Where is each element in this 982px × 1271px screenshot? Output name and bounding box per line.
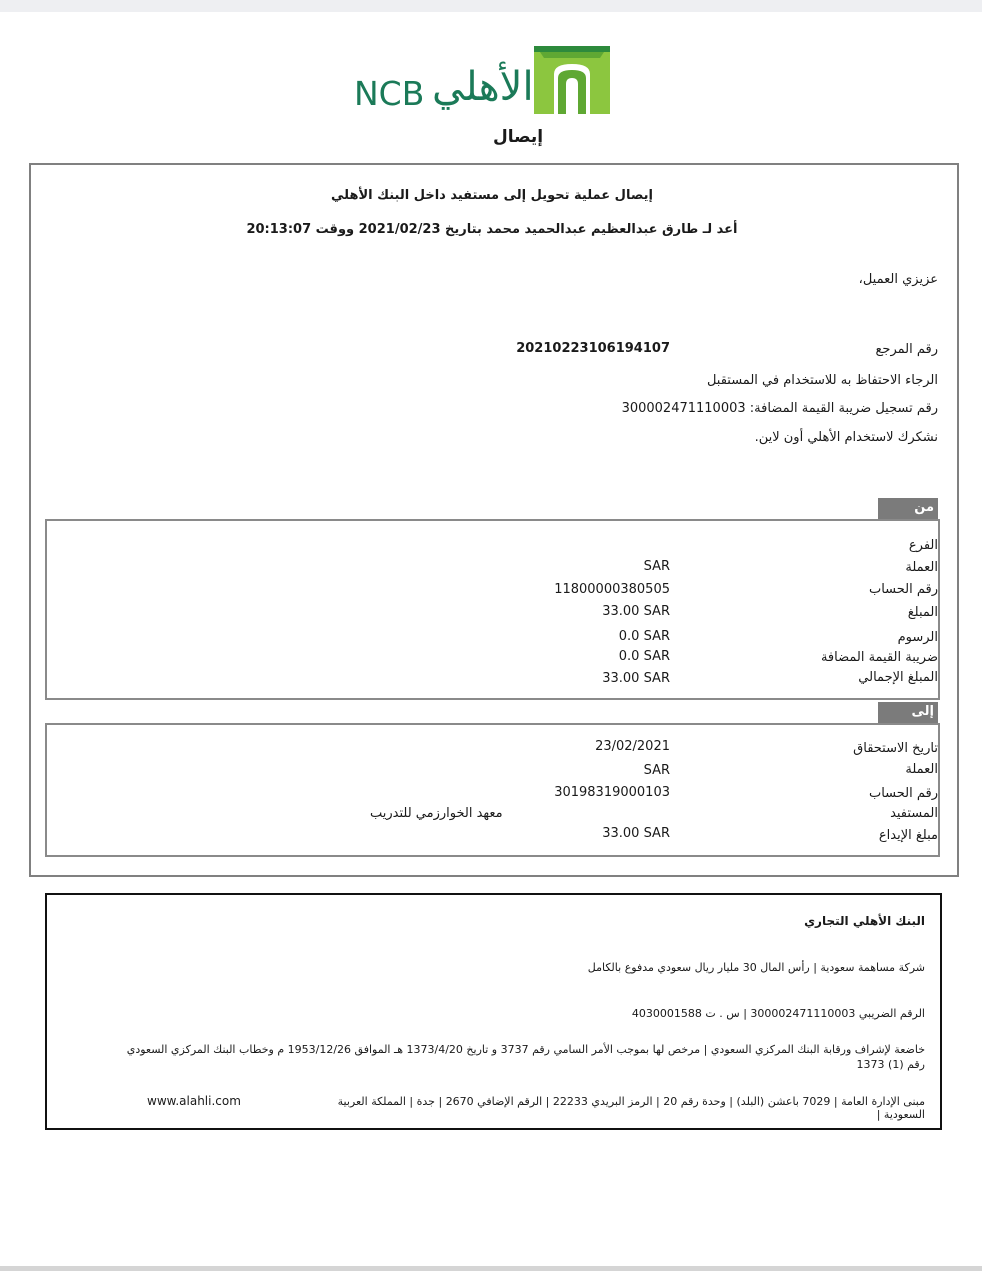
to-beneficiary-value: معهد الخوارزمي للتدريب [370,806,503,821]
footer-company: شركة مساهمة سعودية | رأس المال 30 مليار ريال سعودي مدفوع بالكامل [587,961,925,974]
ncb-emblem-icon [532,44,612,116]
from-account-value: 11800000380505 [554,582,670,597]
to-deposit-value: 33.00 SAR [602,826,670,841]
to-beneficiary-label: المستفيد [890,806,938,821]
from-amount-value: 33.00 SAR [602,604,670,619]
from-branch-label: الفرع [908,538,938,553]
top-strip [0,0,982,12]
document-title: إيصال [492,127,544,147]
to-account-value: 30198319000103 [554,785,670,800]
from-currency-value: SAR [643,559,670,574]
keep-note: الرجاء الاحتفاظ به للاستخدام في المستقبل [706,373,938,388]
from-tab-label: من [914,500,934,515]
footer-website-link[interactable]: www.alahli.com [147,1094,241,1108]
to-currency-value: SAR [643,763,670,778]
to-deposit-label: مبلغ الإيداع [878,828,938,843]
to-section-tab [878,702,938,724]
to-due-date-label: تاريخ الاستحقاق [853,741,938,756]
greeting: عزيزي العميل، [858,272,938,287]
logo-latin-text: NCB [354,74,425,113]
from-fees-label: الرسوم [897,630,938,645]
thanks-line: نشكرك لاستخدام الأهلي أون لاين. [754,430,938,445]
vat-registration: رقم تسجيل ضريبة القيمة المضافة: 300002471110003 [621,401,938,416]
from-section-tab [878,498,938,520]
to-tab-label: إلى [911,704,934,719]
ncb-logo [350,44,612,120]
from-fees-value: 0.0 SAR [618,629,670,644]
reference-label: رقم المرجع [875,342,938,357]
from-total-label: المبلغ الإجمالي [858,670,938,685]
to-due-date-value: 23/02/2021 [595,739,670,754]
footer-regulation-line1: خاضعة لإشراف ورقابة البنك المركزي السعودي | مرخص لها بموجب الأمر السامي رقم 3737 و تاريخ 1373/4/20 هـ الموافق 1953/12/26 م وخطاب البنك المركزي السعودي [126,1043,925,1056]
from-vat-label: ضريبة القيمة المضافة [820,650,938,665]
reference-value: 20210223106194107 [516,341,670,356]
from-total-value: 33.00 SAR [602,671,670,686]
from-amount-label: المبلغ [907,605,938,620]
prepared-for-line: أعد لـ طارق عبدالعظيم عبدالحميد محمد بتاريخ 2021/02/23 ووقت 20:13:07 [246,222,738,237]
to-account-label: رقم الحساب [868,786,938,801]
footer-regulation-line2: رقم (1) 1373 [856,1058,925,1071]
footer-tax: الرقم الضريبي 300002471110003 | س . ت 4030001588 [631,1007,925,1020]
from-account-label: رقم الحساب [868,582,938,597]
bottom-strip [0,1266,982,1271]
receipt-heading: إيصال عملية تحويل إلى مستفيد داخل البنك الأهلي [331,188,653,203]
from-currency-label: العملة [905,560,938,575]
footer-bank-name: البنك الأهلي التجاري [804,914,925,928]
to-currency-label: العملة [905,762,938,777]
logo-arabic-text: الأهلي [432,64,534,110]
footer-address: مبنى الإدارة العامة | 7029 باعشن (البلد) | وحدة رقم 20 | الرمز البريدي 22233 | الرقم الإضافي 2670 | جدة | المملكة العربية السعودية | [337,1095,925,1121]
from-vat-value: 0.0 SAR [618,649,670,664]
